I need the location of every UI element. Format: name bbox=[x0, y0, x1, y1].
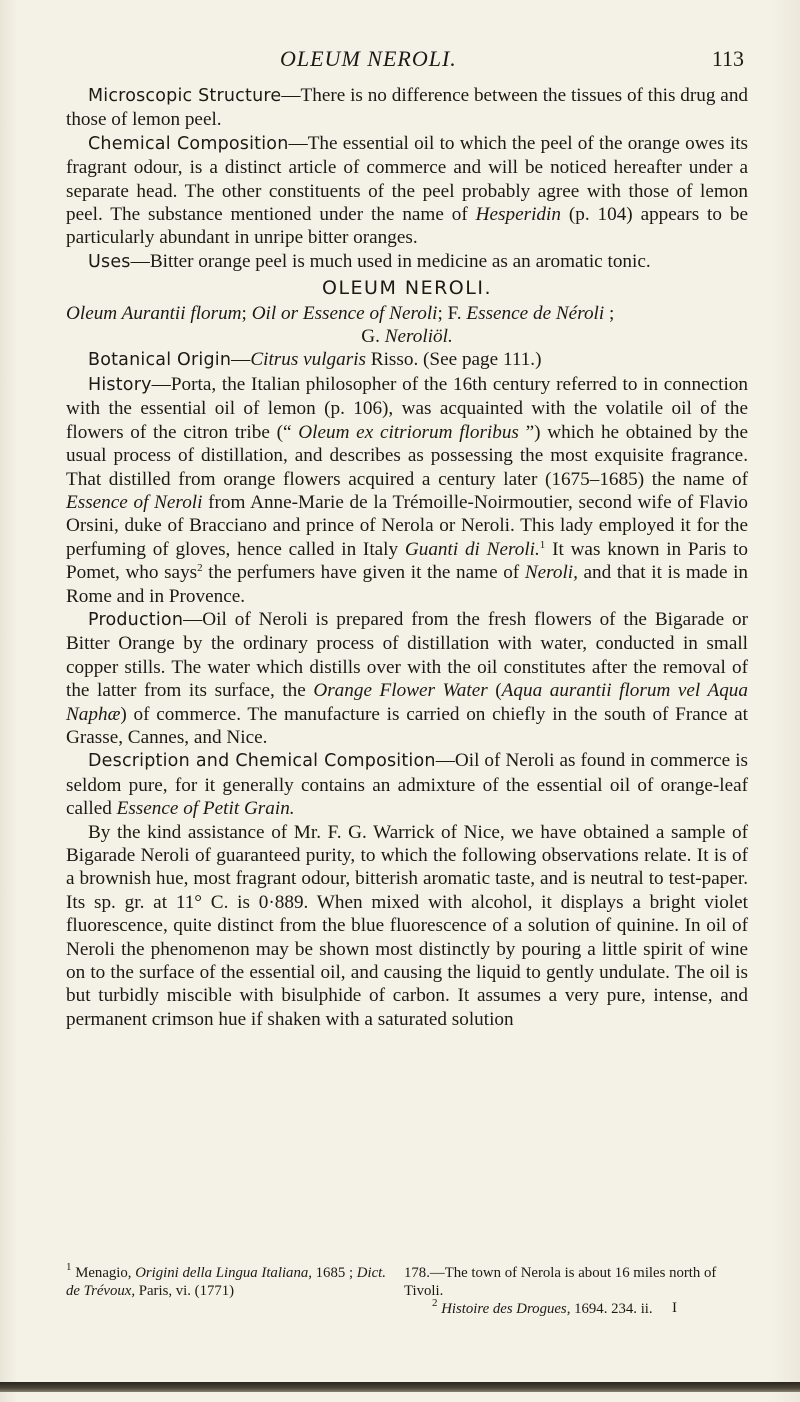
text-microscopic-structure: —There is no difference between the tissues of this drug and those of lemon peel. bbox=[66, 85, 749, 131]
synonyms-german-line bbox=[66, 325, 748, 348]
heading-botanical-origin: Botanical Origin bbox=[88, 350, 232, 371]
synonym-german: Neroliöl. bbox=[384, 326, 453, 348]
heading-chemical-composition: Chemical Composition bbox=[88, 133, 289, 154]
term-essence-of-neroli: Essence of Neroli bbox=[66, 491, 203, 513]
term-neroli: Neroli, bbox=[524, 562, 578, 584]
text-production-2: ( bbox=[487, 680, 502, 702]
text-chemical-2: (p. 104) appears to be particularly abundant in unripe bitter oranges. bbox=[66, 204, 748, 249]
page-edge-shadow bbox=[0, 1382, 800, 1392]
term-orange-flower-water: Orange Flower Water bbox=[313, 680, 488, 702]
paragraph-description-2 bbox=[66, 821, 748, 1032]
heading-history: History bbox=[88, 374, 152, 395]
paragraph-description bbox=[66, 749, 748, 820]
section-title: OLEUM NEROLI. bbox=[322, 277, 492, 300]
text-history-3: from Anne-Marie de la Trémoille-Noirmoutier, second wife of Flavio Orsini, duke of Bracciano and prince of Nerola or Neroli. This lady employed it for the perfuming of gloves, hence called in Italy bbox=[66, 491, 748, 560]
synonym-separator: ; bbox=[241, 302, 252, 324]
text-description-1: —Oil of Neroli as found in commerce is seldom pure, for it generally contains an admixture of the essential oil of orange-leaf called bbox=[66, 750, 749, 820]
signature-mark: I bbox=[672, 1300, 677, 1316]
paragraph-uses bbox=[66, 250, 748, 274]
text-uses: —Bitter orange peel is much used in medicine as an aromatic tonic. bbox=[130, 250, 651, 272]
text-history-2: ”) which he obtained by the usual process of distillation, and describes as possessing the most exquisite fragrance. That distilled from orange flowers acquired a century later (1675–1685) the name of bbox=[66, 421, 748, 490]
synonym-english: Oil or Essence of Neroli bbox=[251, 302, 438, 324]
text-history-4: It was known in Paris to Pomet, who says bbox=[66, 538, 748, 584]
footnote-2-text: 1694. 234. ii. bbox=[570, 1301, 653, 1317]
footnote-1-title-2: Dict. de Trévoux, bbox=[66, 1265, 386, 1299]
heading-uses: Uses bbox=[88, 251, 131, 272]
footnote-2 bbox=[404, 1297, 754, 1318]
term-guanti-di-neroli: Guanti di Neroli. bbox=[404, 538, 540, 560]
page-number: 113 bbox=[711, 46, 744, 71]
text-chemical-1: —The essential oil to which the peel of the orange owes its fragrant odour, is a distinct article of commerce and will be noticed hereafter under a separate head. The other constituents of the peel probably agree with those of lemon peel. The substance mentioned under the name of bbox=[66, 132, 748, 226]
text-history-5: the perfumers have given it the name of bbox=[202, 562, 525, 584]
heading-production: Production bbox=[88, 609, 184, 630]
footnote-1-text-3: Paris, vi. (1771) bbox=[135, 1283, 235, 1299]
term-aqua-aurantii: Aqua aurantii florum vel Aqua Naphæ bbox=[66, 680, 748, 725]
synonyms bbox=[66, 302, 748, 325]
text-production-1: —Oil of Neroli is prepared from the fresh flowers of the Bigarade or Bitter Orange by the ordinary process of distillation with water, conducted in small copper stills. The water which distills over with the oil constitutes after the removal of the latter from its surface, the bbox=[66, 608, 748, 702]
footnote-2-title: Histoire des Drogues, bbox=[441, 1301, 571, 1317]
synonym-separator: ; F. bbox=[437, 302, 467, 324]
footnote-right-column bbox=[404, 1264, 754, 1318]
term-oleum-ex-citriorum: Oleum ex citriorum floribus bbox=[298, 421, 519, 443]
footnote-1-title-1: Origini della Lingua Italiana, bbox=[135, 1265, 312, 1281]
footnote-ref-1[interactable]: 1 bbox=[539, 538, 546, 551]
botanical-dash: — bbox=[231, 349, 251, 371]
term-citrus-vulgaris: Citrus vulgaris bbox=[250, 349, 366, 371]
running-title: OLEUM NEROLI. bbox=[280, 46, 457, 71]
body-text bbox=[66, 84, 748, 1031]
paragraph-microscopic-structure bbox=[66, 84, 748, 132]
footnote-1 bbox=[66, 1261, 396, 1300]
footnote-ref-2[interactable]: 2 bbox=[197, 562, 203, 575]
footnote-1-text-1: Menagio, bbox=[71, 1265, 136, 1281]
heading-description: Description and Chemical Composition bbox=[88, 751, 436, 772]
term-hesperidin: Hesperidin bbox=[475, 204, 561, 226]
heading-microscopic-structure: Microscopic Structure bbox=[88, 86, 282, 106]
term-petit-grain: Essence of Petit Grain. bbox=[116, 798, 295, 820]
footnote-1-continuation: 178.—The town of Nerola is about 16 miles north of Tivoli. bbox=[404, 1265, 717, 1299]
paragraph-history bbox=[66, 373, 748, 608]
paragraph-chemical-composition bbox=[66, 132, 748, 250]
synonym-separator: ; bbox=[604, 302, 615, 324]
text-history-6: and that it is made in Rome and in Provence. bbox=[66, 562, 748, 607]
footnote-1-text-2: 1685 ; bbox=[311, 1265, 357, 1281]
synonym-french: Essence de Néroli bbox=[466, 302, 605, 324]
synonym-german-prefix: G. bbox=[361, 326, 385, 348]
text-description-2: By the kind assistance of Mr. F. G. Warrick of Nice, we have obtained a sample of Bigarade Neroli of guaranteed purity, to which the following observations relate. It is of a brownish hue, most fragrant odour, bitterish aromatic taste, and is neutral to test-paper. Its sp. gr. at 11° C. is 0·889. When mixed with alcohol, it displays a bright violet fluorescence, quite distinct from the blue fluorescence of a solution of quinine. In oil of Neroli the phenomenon may be shown most distinctly by pouring a little spirit of wine on to the surface of the essential oil, and causing the liquid to gently undulate. The oil is but turbidly miscible with bisulphide of carbon. It assumes a very pure, intense, and permanent crimson hue if shaken with a saturated solution bbox=[66, 821, 748, 1030]
footnote-marker-1: 1 bbox=[66, 1261, 72, 1273]
text-history-1: —Porta, the Italian philosopher of the 16th century referred to in connection with the essential oil of lemon (p. 106), was acquainted with the volatile oil of the flowers of the citron tribe (“ bbox=[66, 373, 748, 443]
paragraph-production bbox=[66, 608, 748, 749]
running-head bbox=[0, 46, 800, 76]
text-production-3: ) of commerce. The manufacture is carried on chiefly in the south of France at Grasse, Cannes, and Nice. bbox=[66, 703, 748, 748]
text-botanical: Risso. (See page 111.) bbox=[366, 349, 542, 371]
paragraph-botanical-origin bbox=[66, 348, 748, 372]
synonym-latin: Oleum Aurantii florum bbox=[66, 302, 242, 324]
footnote-marker-2: 2 bbox=[432, 1297, 438, 1309]
